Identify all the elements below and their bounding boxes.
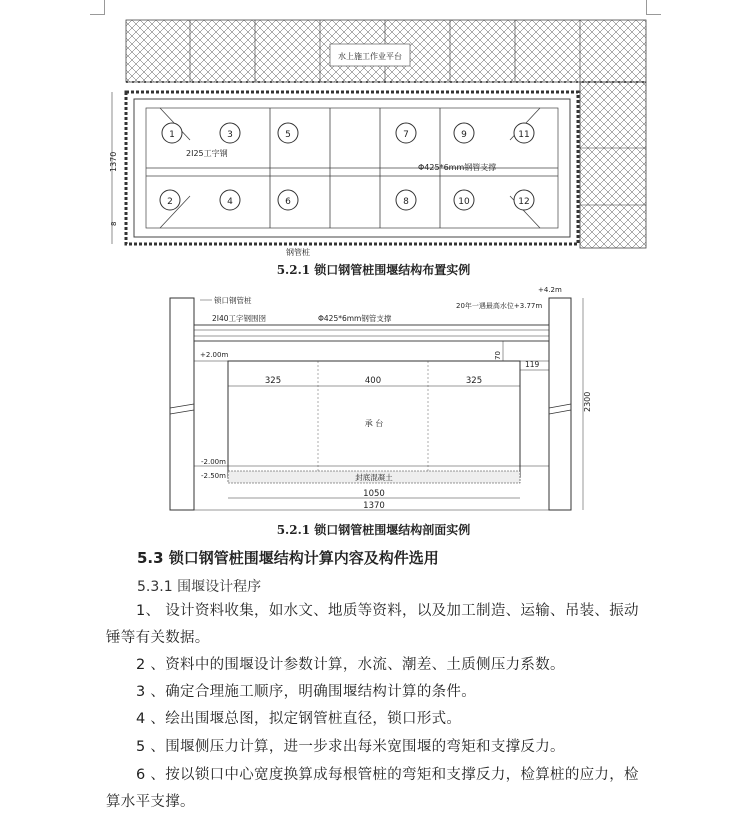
height-dimension: 1370 — [109, 151, 118, 172]
dim-right: 325 — [465, 376, 483, 386]
svg-text:9: 9 — [461, 130, 467, 140]
side-dimension: 8 — [110, 221, 118, 226]
list-item: 1、 设计资料收集，如水文、地质等资料，以及加工制造、运输、吊装、振动锤等有关数据。 — [106, 603, 639, 646]
flood-level: 20年一遇最高水位+3.77m — [456, 302, 543, 310]
section-pipe-label: Φ425*6mm钢管支撑 — [318, 314, 392, 323]
section-subtitle: 5.3.1 围堰设计程序 — [137, 579, 262, 595]
svg-text:12: 12 — [518, 197, 530, 207]
figure2-caption: 5.2.1 锁口钢管桩围堰结构剖面实例 — [276, 523, 471, 537]
svg-text:1: 1 — [169, 130, 175, 140]
top-level: +4.2m — [538, 286, 562, 294]
level-minus25: -2.50m — [201, 472, 226, 480]
svg-text:5: 5 — [285, 130, 291, 140]
beam-label: 2I25工字钢 — [186, 149, 228, 158]
level-plus2: +2.00m — [200, 351, 229, 359]
figure-plan-layout — [0, 0, 747, 260]
svg-text:11: 11 — [518, 130, 530, 140]
list-item: 3 、确定合理施工顺序，明确围堰结构计算的条件。 — [136, 684, 477, 700]
svg-text:6: 6 — [285, 197, 291, 207]
svg-text:2: 2 — [167, 197, 173, 207]
dim-1050: 1050 — [363, 489, 385, 499]
list-item: 6 、按以锁口中心宽度换算成每根管桩的弯矩和支撑反力，检算桩的应力，检算水平支撑。 — [106, 767, 639, 810]
dim-left: 325 — [264, 376, 282, 386]
pipe-support-label: Φ425*6mm钢管支撑 — [418, 163, 497, 172]
platform-hatch-right — [580, 82, 646, 248]
svg-text:8: 8 — [403, 197, 409, 207]
dim-119: 119 — [525, 360, 540, 369]
svg-text:7: 7 — [403, 130, 409, 140]
figure-section-view — [0, 278, 747, 518]
svg-text:10: 10 — [458, 197, 470, 207]
list-item: 4 、绘出围堰总图，拟定钢管桩直径，锁口形式。 — [136, 711, 462, 727]
section-pile-label: 锁口钢管桩 — [214, 296, 252, 305]
section-title: 5.3 锁口钢管桩围堰结构计算内容及构件选用 — [137, 549, 439, 567]
dim-70: 70 — [494, 351, 502, 360]
dim-1370: 1370 — [363, 501, 385, 511]
waler-label: 2I40工字钢围囹 — [212, 314, 267, 323]
steel-pile-label: 钢管桩 — [286, 248, 310, 257]
seal-concrete: 封底混凝土 — [355, 473, 393, 482]
cap-label: 承 台 — [364, 419, 384, 428]
list-item: 2 、资料中的围堰设计参数计算，水流、潮差、土质侧压力系数。 — [136, 657, 565, 673]
list-item: 5 、围堰侧压力计算，进一步求出每米宽围堰的弯矩和支撑反力。 — [136, 739, 565, 755]
level-minus2: -2.00m — [201, 458, 226, 466]
platform-label: 水上施工作业平台 — [338, 52, 402, 61]
figure1-caption: 5.2.1 锁口钢管桩围堰结构布置实例 — [276, 263, 471, 277]
svg-text:3: 3 — [227, 130, 233, 140]
dim-mid: 400 — [364, 376, 382, 386]
svg-text:4: 4 — [227, 197, 233, 207]
dim-height: 2300 — [583, 391, 592, 412]
